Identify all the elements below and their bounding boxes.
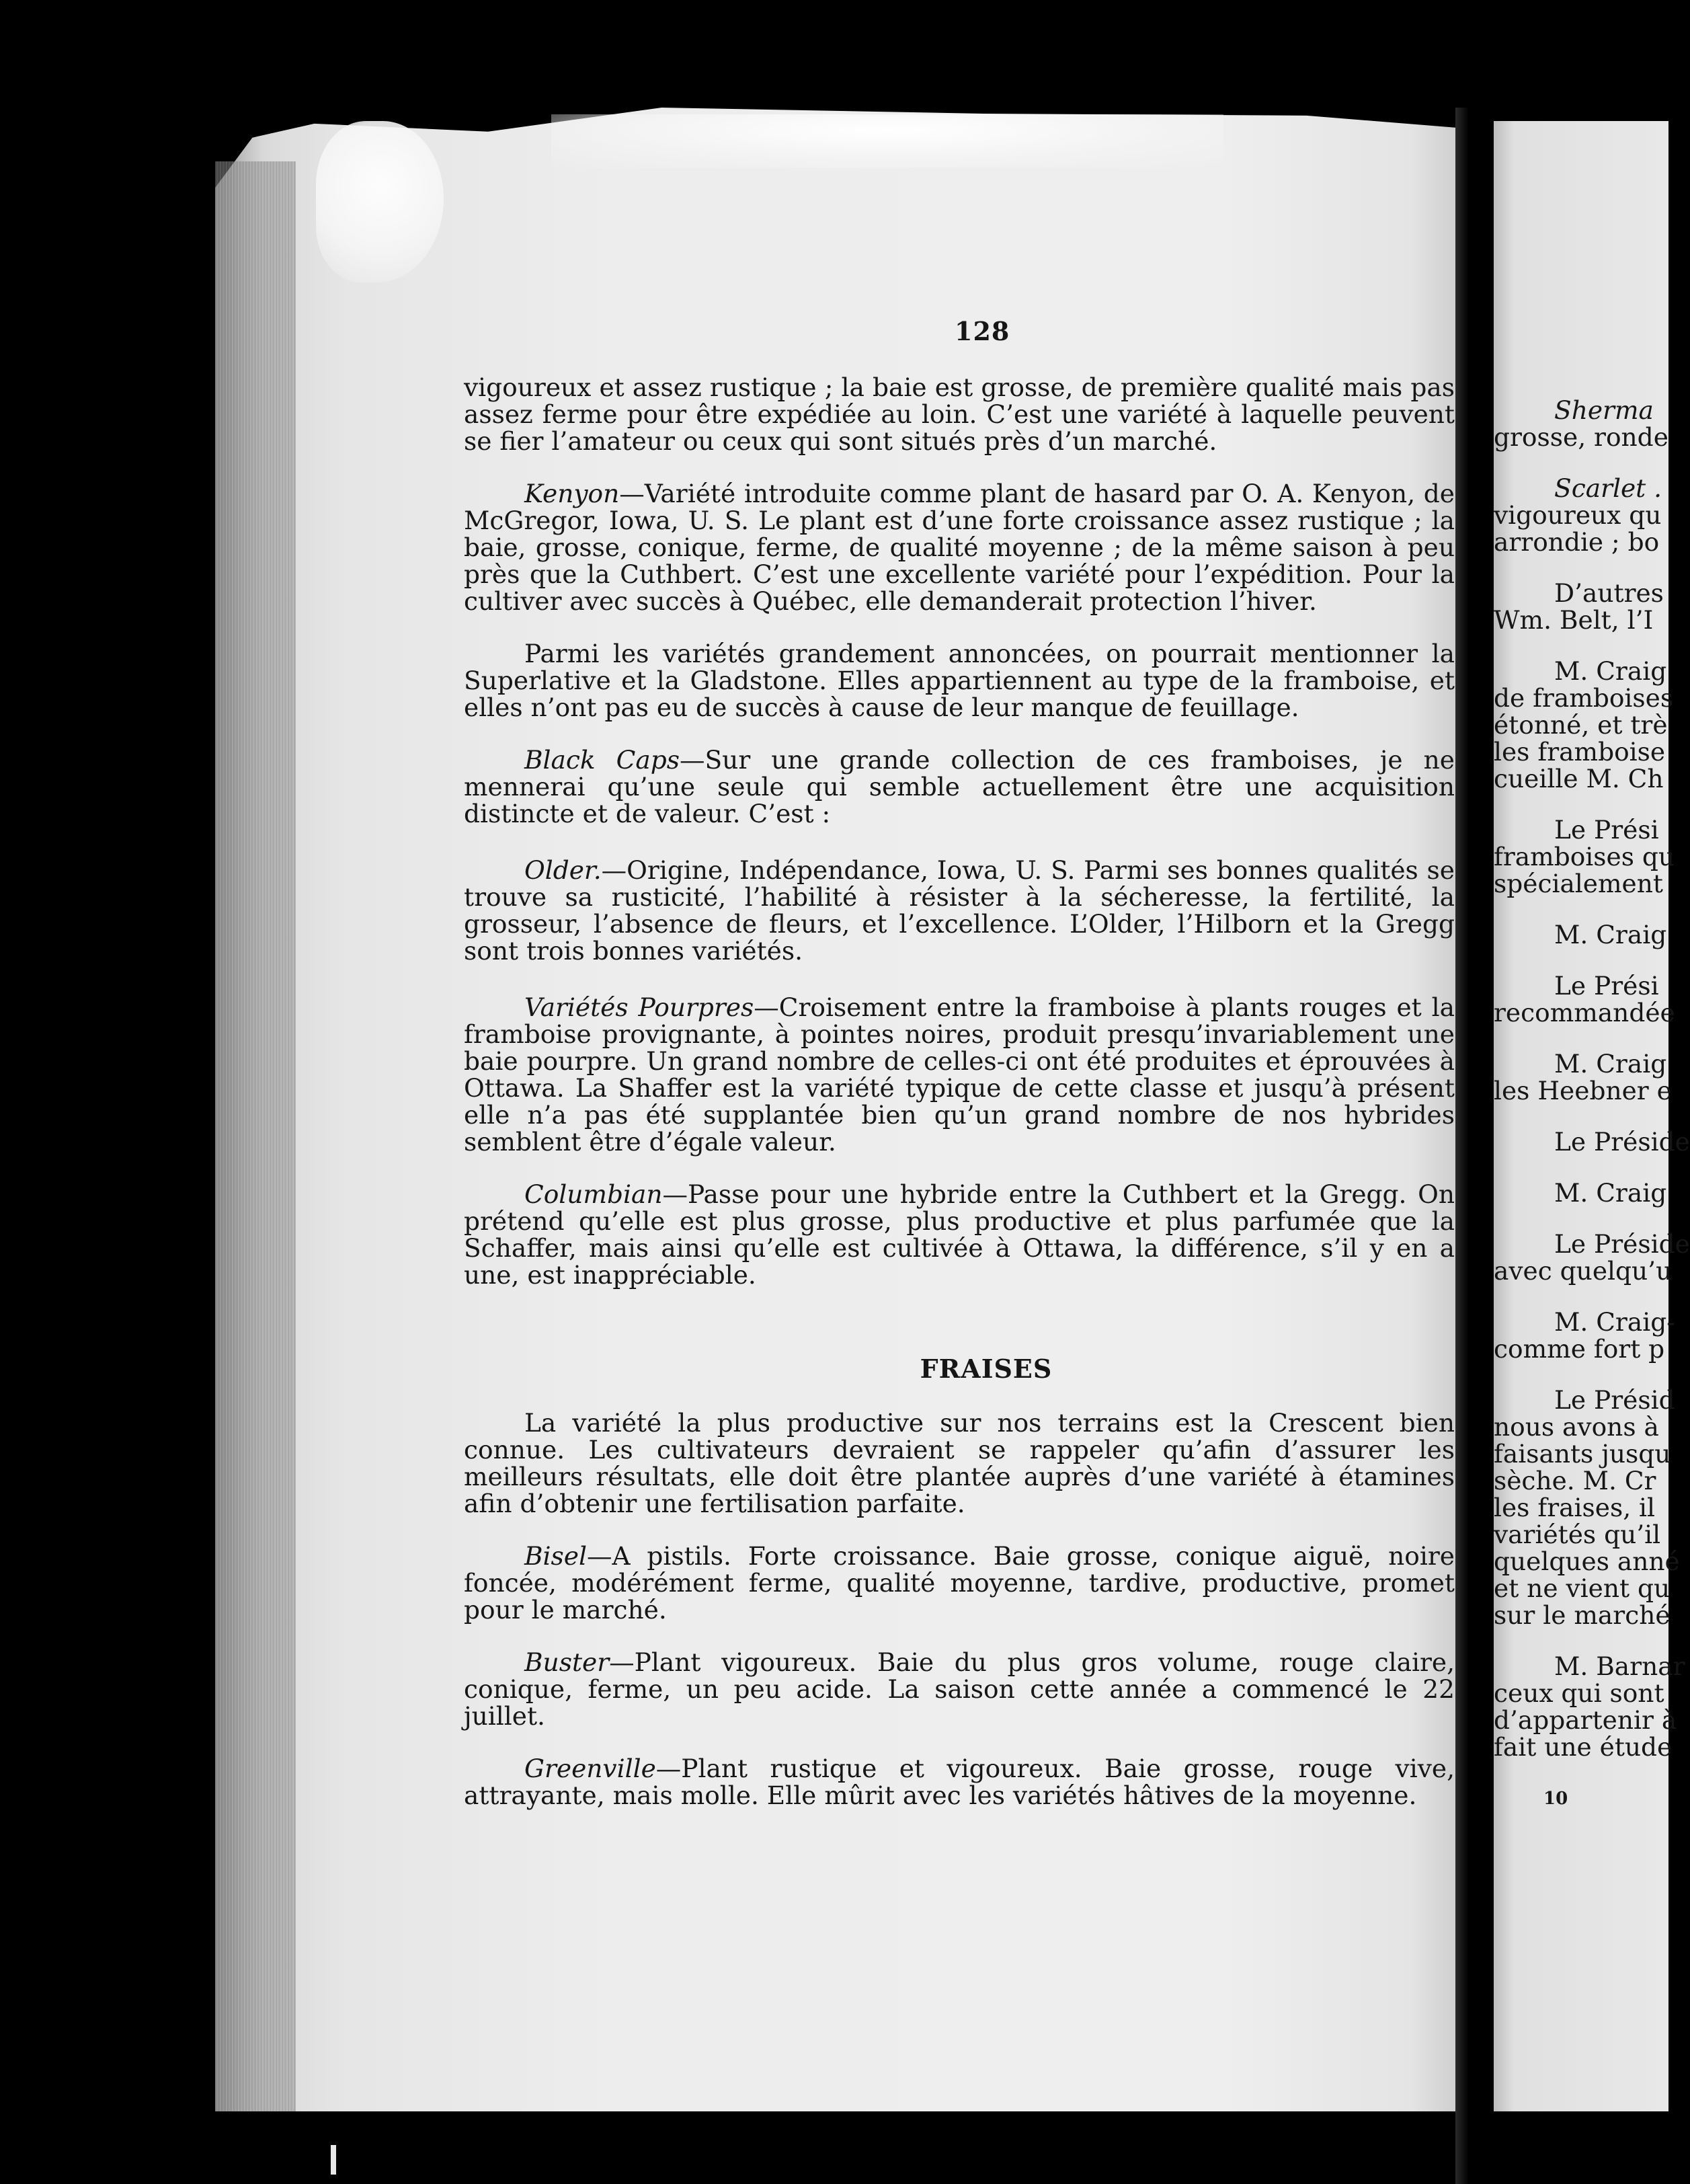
scan-mark [331, 2145, 336, 2175]
variety-name: Columbian [524, 1179, 663, 1209]
variety-name: Greenville [524, 1754, 656, 1783]
right-page-line: d’appartenir à [1494, 1705, 1677, 1735]
variety-description: —Sur une grande collection de ces framboises, je ne mennerai qu’une seule qui semble actuellement être une acquisition distincte et de valeur. C’est : [464, 745, 1455, 828]
paragraph-buster [464, 1649, 1455, 1729]
line-gap [1494, 948, 1668, 972]
right-page-line: Scarlet . [1554, 473, 1662, 503]
right-page-line: M. Craig [1554, 1178, 1667, 1208]
variety-description: —Passe pour une hybride entre la Cuthbert et la Gregg. On prétend qu’elle est plus grosse, plus productive et plus parfumée que la Schaffer, mais ainsi qu’elle est cultivée à Ottawa, la différence, s’il y en a une, est inappréciable. [464, 1179, 1455, 1290]
right-page-line: avec quelqu’u [1494, 1256, 1673, 1286]
right-page-line: sur le marché [1494, 1600, 1671, 1630]
left-page-text [464, 374, 1455, 1809]
line-gap [1494, 1026, 1668, 1050]
right-page-line: et ne vient qu [1494, 1573, 1671, 1603]
right-page-line: D’autres [1554, 578, 1664, 608]
right-page-folio: 10 [1543, 1789, 1568, 1809]
right-page-line: framboises qu [1494, 842, 1675, 871]
right-page-line: recommandée [1494, 998, 1675, 1027]
right-page-line: M. Craig [1554, 1049, 1667, 1079]
right-page-line: étonné, et trè [1494, 710, 1668, 740]
paragraph-continuation: vigoureux et assez rustique ; la baie est grosse, de première qualité mais pas assez ferme pour être expédiée au loin. C’est une variété à laquelle peuvent se fier l’amateur ou ceux qui sont situés près d’un marché. [464, 373, 1455, 456]
right-page-line: Le Présid [1554, 1385, 1675, 1415]
right-page-line: Le Préside [1554, 1229, 1690, 1259]
paragraph-black-caps [464, 746, 1455, 827]
line-gap [1494, 1155, 1668, 1179]
right-page-line: M. Craig [1554, 920, 1667, 949]
variety-name: Buster [524, 1647, 610, 1677]
variety-description: —Origine, Indépendance, Iowa, U. S. Parmi ses bonnes qualités se trouve sa rusticité, l’habilité à résister à la sécheresse, la fertilité, la grosseur, l’absence de fleurs, et l’excellence. L’Older, l’Hilborn et la Gregg sont trois bonnes variétés. [464, 855, 1455, 966]
line-gap [1494, 633, 1668, 658]
line-gap [1494, 1362, 1668, 1387]
section-heading: FRAISES [920, 1354, 1053, 1384]
page-edge-shading [215, 161, 296, 2111]
right-page-line: sèche. M. Cr [1494, 1466, 1656, 1495]
line-gap [1494, 451, 1668, 475]
right-page-line: comme fort p [1494, 1334, 1665, 1364]
variety-description: —Variété introduite comme plant de hasard par O. A. Kenyon, de McGregor, Iowa, U. S. Le plant est d’une forte croissance assez rustique ; la baie, grosse, conique, ferme, de qualité moyenne ; de la même saison à peu près que la Cuthbert. C’est une excellente variété pour l’expédition. Pour la cultiver avec succès à Québec, elle demanderait protection l’hiver. [464, 479, 1455, 616]
right-page-line: Le Prési [1554, 815, 1659, 845]
right-page-line: M. Craig [1554, 656, 1667, 686]
line-gap [1494, 897, 1668, 921]
line-gap [1494, 1284, 1668, 1309]
right-page-line: ceux qui sont [1494, 1678, 1664, 1708]
right-page-line: vigoureux qu [1494, 500, 1662, 530]
page-stain-top [551, 114, 1223, 168]
paragraph-columbian [464, 1181, 1455, 1288]
book-gutter [1455, 108, 1496, 2184]
line-gap [1494, 792, 1668, 816]
variety-name: Bisel [524, 1541, 587, 1571]
right-page-line: les framboise [1494, 737, 1666, 767]
page-number: 128 [955, 316, 1010, 346]
variety-description: —Croisement entre la framboise à plants rouges et la framboise provignante, à pointes noires, produit presqu’invariablement une baie pourpre. Un grand nombre de celles-ci ont été produites et éprouvées à Ottawa. La Shaffer est la variété typique de cette classe et jusqu’à présent elle n’a pas été supplantée bien qu’un grand nombre de nos hybrides semblent être d’égale valeur. [464, 992, 1455, 1157]
variety-description: —A pistils. Forte croissance. Baie grosse, conique aiguë, noire foncée, modérément ferme, qualité moyenne, tardive, productive, promet pour le marché. [464, 1541, 1455, 1625]
right-page-line: nous avons à [1494, 1412, 1659, 1442]
right-page-line: M. Barnar [1554, 1651, 1685, 1681]
paragraph-superlative: Parmi les variétés grandement annoncées, on pourrait mentionner la Superlative et la Gladstone. Elles appartiennent au type de la framboise, et elles n’ont pas eu de succès à cause de leur manque de feuillage. [464, 639, 1455, 722]
paragraph-older [464, 857, 1455, 964]
right-page-line: Sherma [1554, 395, 1654, 425]
variety-description: —Plant rustique et vigoureux. Baie grosse, rouge vive, attrayante, mais molle. Elle mûrit avec les variétés hâtives de la moyenne. [464, 1754, 1455, 1810]
right-page-line: fait une étude [1494, 1732, 1673, 1762]
right-page-line: grosse, ronde [1494, 422, 1668, 452]
right-page-line: arrondie ; bo [1494, 527, 1660, 557]
variety-name: Black Caps [524, 745, 680, 775]
right-page-line: cueille M. Ch [1494, 764, 1664, 793]
variety-name: Kenyon [524, 479, 620, 508]
line-gap [1494, 1104, 1668, 1128]
right-page-line: de framboises [1494, 683, 1674, 713]
line-gap [1494, 555, 1668, 580]
right-page-text [1494, 395, 1690, 1795]
right-page-line: Wm. Belt, l’I [1494, 605, 1654, 635]
paragraph-kenyon [464, 480, 1455, 615]
right-page-line: Le Préside [1554, 1127, 1690, 1157]
paragraph-bisel [464, 1543, 1455, 1623]
paragraph-crescent: La variété la plus productive sur nos terrains est la Crescent bien connue. Les cultivateurs devraient se rappeler qu’afin d’assurer les meilleurs résultats, elle doit être plantée auprès d’une variété à étamines afin d’obtenir une fertilisation parfaite. [464, 1408, 1455, 1518]
right-page-line: les fraises, il [1494, 1493, 1656, 1522]
variety-name: Variétés Pourpres [524, 992, 754, 1022]
paragraph-greenville [464, 1755, 1455, 1809]
line-gap [1494, 1206, 1668, 1231]
right-page-line: faisants jusqu [1494, 1439, 1671, 1469]
right-page-line: M. Craig- [1554, 1307, 1675, 1337]
right-page-line: variétés qu’il [1494, 1520, 1661, 1549]
right-page-line: quelques anné [1494, 1547, 1680, 1576]
right-page-line: les Heebner e [1494, 1076, 1672, 1105]
right-page-line: spécialement [1494, 869, 1663, 898]
right-page-line: Le Prési [1554, 971, 1659, 1001]
paragraph-varietes-pourpres [464, 994, 1455, 1155]
variety-name: Older. [524, 855, 602, 885]
line-gap [1494, 1629, 1668, 1653]
variety-description: —Plant vigoureux. Baie du plus gros volume, rouge claire, conique, ferme, un peu acide. La saison cette année a commencé le 22 juillet. [464, 1647, 1455, 1731]
